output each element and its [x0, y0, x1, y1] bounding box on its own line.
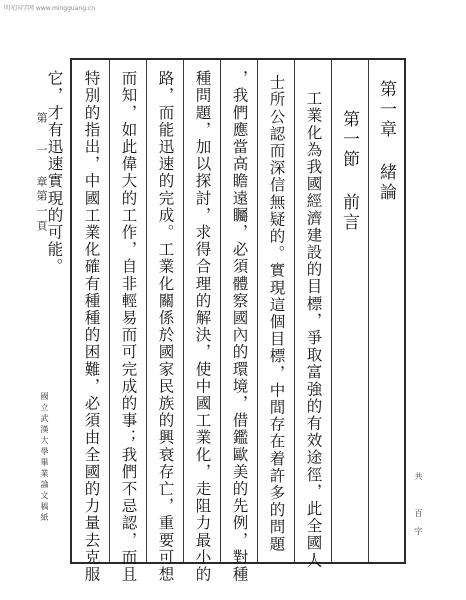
- column-rule: [183, 60, 184, 562]
- column-rule: [331, 60, 332, 562]
- body-text-column: 士所公認而深信無疑的。實現這個目標，中間存在着許多的問題: [267, 74, 286, 553]
- column-rule: [146, 60, 147, 562]
- column-rule: [220, 60, 221, 562]
- right-margin-count-label: 共 百字: [414, 472, 423, 545]
- body-text-column-overflow: 它，才有迅速實現的可能。: [45, 70, 64, 276]
- body-text-column: 工業化為我國經濟建設的目標，爭取富強的有效途徑，此全國人: [304, 90, 323, 569]
- watermark: 明光国学网 www.mingguang.cn: [4, 5, 96, 12]
- left-margin-chapter-marker: 第 一 章: [35, 112, 48, 191]
- column-rule: [294, 60, 295, 562]
- left-margin-page-label: 第一頁: [35, 190, 48, 235]
- left-margin-university-label: 國立武漢大學畢業論文稿紙: [40, 392, 49, 524]
- column-rule: [368, 60, 369, 562]
- body-text-column: ，我們應當高瞻遠矚，必須體察國內的環境，借鑑歐美的先例，對種: [230, 70, 249, 583]
- body-text-column: 特別的指出，中國工業化確有種種的困難，必須由全國的力量去克服: [82, 70, 101, 583]
- column-rule: [109, 60, 110, 562]
- column-rule: [257, 60, 258, 562]
- body-text-column: 種問題，加以探討，求得合理的解決，使中國工業化，走阻力最小的: [193, 70, 212, 583]
- chapter-heading: 第一章 緒論: [376, 80, 396, 203]
- section-heading: 第一節 前言: [339, 110, 359, 233]
- body-text-column: 路，而能迅速的完成。工業化關係於國家民族的興衰存亡，重要可想: [156, 70, 175, 583]
- body-text-column: 而知，如此偉大的工作，自非輕易而可完成的事；我們不忌認，而且: [119, 70, 138, 583]
- manuscript-sheet: [45, 58, 406, 583]
